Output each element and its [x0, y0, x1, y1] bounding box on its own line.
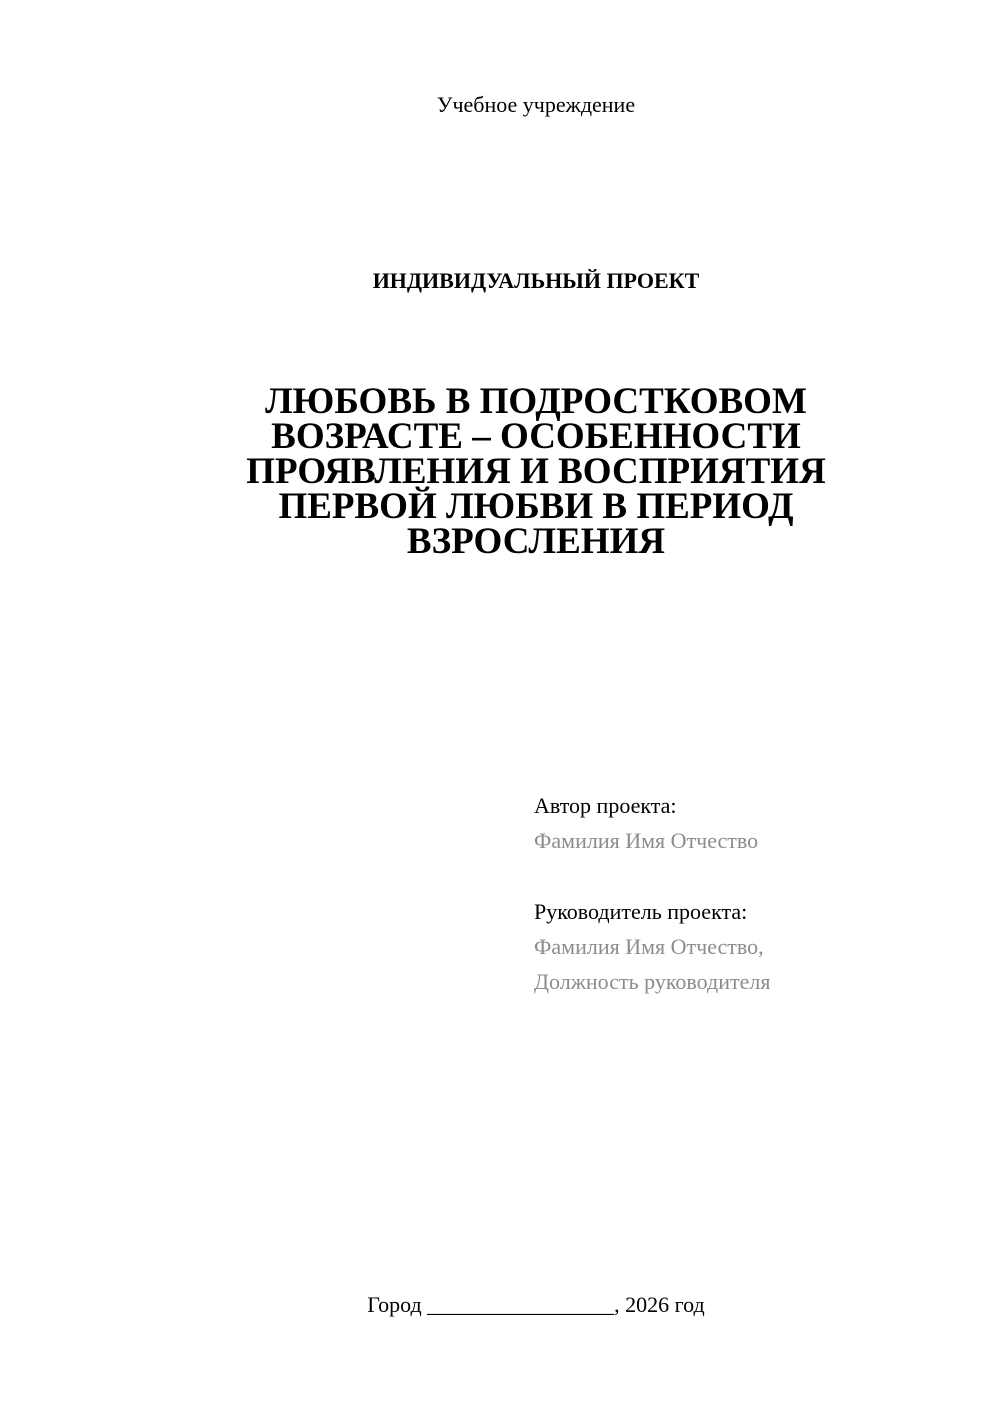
supervisor-name: Фамилия Имя Отчество,: [534, 934, 764, 959]
project-title-line: ПРОЯВЛЕНИЯ И ВОСПРИЯТИЯ: [246, 451, 826, 492]
city-year-footer: Город _________________, 2026 год: [367, 1292, 705, 1317]
author-name: Фамилия Имя Отчество: [534, 828, 759, 853]
project-title-line: ВЗРОСЛЕНИЯ: [406, 521, 666, 562]
project-title-line: ВОЗРАСТЕ – ОСОБЕННОСТИ: [271, 416, 801, 457]
author-label: Автор проекта:: [534, 793, 677, 818]
credits-block: [534, 788, 974, 999]
supervisor-position: Должность руководителя: [534, 969, 771, 994]
supervisor-label: Руководитель проекта:: [534, 899, 748, 924]
project-title-line: ЛЮБОВЬ В ПОДРОСТКОВОМ: [265, 381, 807, 422]
project-title: [200, 381, 872, 562]
spacer: [534, 858, 974, 894]
document-type: ИНДИВИДУАЛЬНЫЙ ПРОЕКТ: [372, 268, 700, 293]
project-title-line: ПЕРВОЙ ЛЮБВИ В ПЕРИОД: [278, 486, 794, 527]
institution-name: Учебное учреждение: [436, 92, 636, 117]
